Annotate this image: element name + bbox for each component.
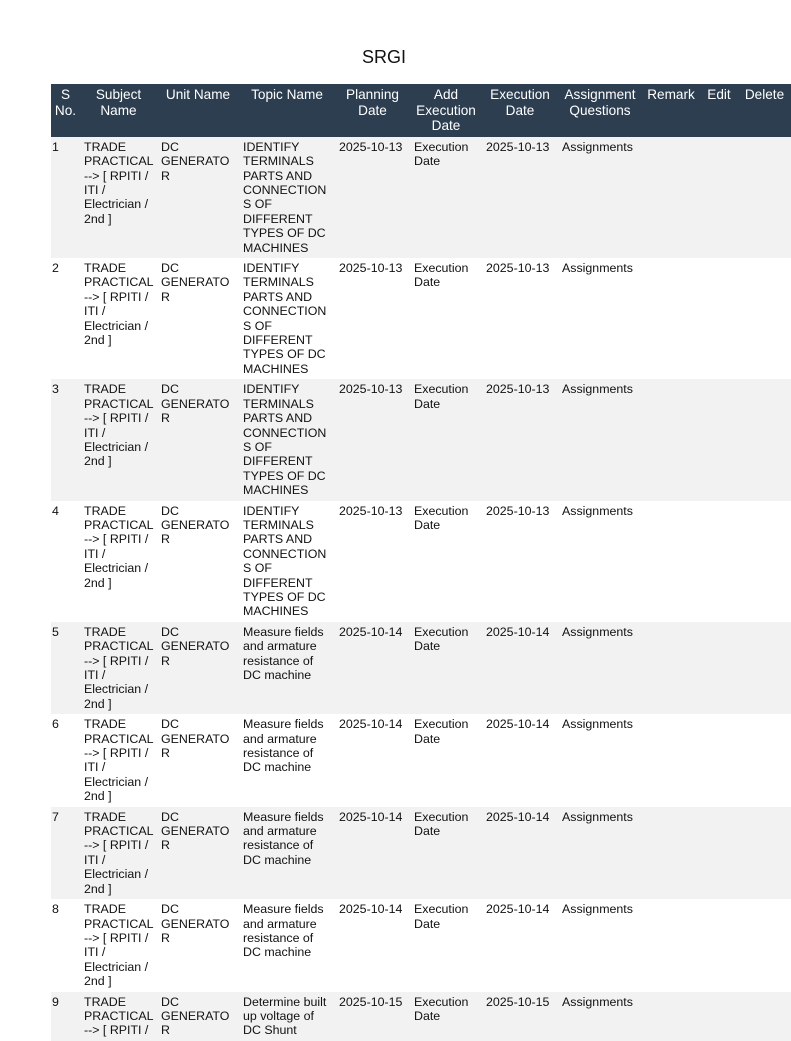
cell-planning-date: 2025-10-14 <box>335 899 410 991</box>
cell-remark <box>642 807 700 899</box>
cell-topic-name: Measure fields and armature resistance of DC machine <box>239 807 335 899</box>
cell-s-no: 1 <box>51 137 80 258</box>
table-row <box>51 501 791 622</box>
cell-subject-name: TRADE PRACTICAL --> [ RPITI / ITI / Electrician / 2nd ] <box>80 258 157 379</box>
cell-planning-date: 2025-10-14 <box>335 622 410 714</box>
cell-subject-name: TRADE PRACTICAL --> [ RPITI / ITI / Electrician / 2nd ] <box>80 714 157 806</box>
cell-execution-date: 2025-10-14 <box>482 714 558 806</box>
cell-remark <box>642 992 700 1041</box>
cell-remark <box>642 137 700 258</box>
cell-planning-date: 2025-10-13 <box>335 379 410 500</box>
cell-planning-date: 2025-10-15 <box>335 992 410 1041</box>
assignments-link[interactable]: Assignments <box>558 501 642 622</box>
cell-delete[interactable] <box>738 258 791 379</box>
cell-s-no: 8 <box>51 899 80 991</box>
cell-s-no: 3 <box>51 379 80 500</box>
add-execution-date-link[interactable]: Execution Date <box>410 714 482 806</box>
page-title: SRGI <box>361 47 406 67</box>
cell-unit-name: DC GENERATOR <box>157 258 239 379</box>
cell-execution-date: 2025-10-14 <box>482 622 558 714</box>
cell-execution-date: 2025-10-13 <box>482 379 558 500</box>
add-execution-date-link[interactable]: Execution Date <box>410 258 482 379</box>
header-subject-name: Subject Name <box>80 84 157 137</box>
cell-delete[interactable] <box>738 501 791 622</box>
assignments-link[interactable]: Assignments <box>558 807 642 899</box>
table-body <box>51 137 791 1041</box>
cell-edit[interactable] <box>700 501 738 622</box>
add-execution-date-link[interactable]: Execution Date <box>410 379 482 500</box>
cell-delete[interactable] <box>738 992 791 1041</box>
cell-subject-name: TRADE PRACTICAL --> [ RPITI / ITI / Electrician / 2nd ] <box>80 379 157 500</box>
header-unit-name: Unit Name <box>157 84 239 137</box>
header-s-no: S No. <box>51 84 80 137</box>
cell-planning-date: 2025-10-13 <box>335 258 410 379</box>
add-execution-date-link[interactable]: Execution Date <box>410 501 482 622</box>
cell-s-no: 2 <box>51 258 80 379</box>
header-execution-date: Execution Date <box>482 84 558 137</box>
cell-topic-name: Measure fields and armature resistance of DC machine <box>239 899 335 991</box>
add-execution-date-link[interactable]: Execution Date <box>410 807 482 899</box>
cell-remark <box>642 714 700 806</box>
cell-edit[interactable] <box>700 379 738 500</box>
cell-unit-name: DC GENERATOR <box>157 899 239 991</box>
table-row <box>51 899 791 991</box>
assignments-link[interactable]: Assignments <box>558 899 642 991</box>
cell-topic-name: IDENTIFY TERMINALS PARTS AND CONNECTIONS OF DIFFERENT TYPES OF DC MACHINES <box>239 258 335 379</box>
table-row <box>51 258 791 379</box>
cell-remark <box>642 501 700 622</box>
assignments-link[interactable]: Assignments <box>558 379 642 500</box>
cell-edit[interactable] <box>700 137 738 258</box>
cell-unit-name: DC GENERATOR <box>157 137 239 258</box>
cell-topic-name: IDENTIFY TERMINALS PARTS AND CONNECTIONS OF DIFFERENT TYPES OF DC MACHINES <box>239 137 335 258</box>
table-row <box>51 714 791 806</box>
cell-execution-date: 2025-10-13 <box>482 258 558 379</box>
cell-unit-name: DC GENERATOR <box>157 501 239 622</box>
cell-subject-name: TRADE PRACTICAL --> [ RPITI / ITI / Electrician / 2nd ] <box>80 137 157 258</box>
cell-unit-name: DC GENERATOR <box>157 807 239 899</box>
assignments-link[interactable]: Assignments <box>558 258 642 379</box>
cell-execution-date: 2025-10-15 <box>482 992 558 1041</box>
add-execution-date-link[interactable]: Execution Date <box>410 992 482 1041</box>
cell-subject-name: TRADE PRACTICAL --> [ RPITI / ITI / Electrician / 2nd ] <box>80 807 157 899</box>
cell-delete[interactable] <box>738 379 791 500</box>
cell-delete[interactable] <box>738 807 791 899</box>
header-topic-name: Topic Name <box>239 84 335 137</box>
cell-remark <box>642 258 700 379</box>
cell-topic-name: Determine built up voltage of DC Shunt <box>239 992 335 1041</box>
cell-planning-date: 2025-10-13 <box>335 137 410 258</box>
add-execution-date-link[interactable]: Execution Date <box>410 622 482 714</box>
cell-remark <box>642 899 700 991</box>
cell-execution-date: 2025-10-14 <box>482 807 558 899</box>
schedule-table-container <box>51 84 785 1041</box>
cell-topic-name: IDENTIFY TERMINALS PARTS AND CONNECTIONS OF DIFFERENT TYPES OF DC MACHINES <box>239 501 335 622</box>
cell-delete[interactable] <box>738 899 791 991</box>
cell-remark <box>642 379 700 500</box>
cell-edit[interactable] <box>700 992 738 1041</box>
cell-s-no: 4 <box>51 501 80 622</box>
table-row <box>51 379 791 500</box>
table-row <box>51 622 791 714</box>
cell-subject-name: TRADE PRACTICAL --> [ RPITI / <box>80 992 157 1041</box>
table-row <box>51 137 791 258</box>
cell-planning-date: 2025-10-14 <box>335 807 410 899</box>
cell-subject-name: TRADE PRACTICAL --> [ RPITI / ITI / Electrician / 2nd ] <box>80 501 157 622</box>
schedule-table <box>51 84 791 1041</box>
cell-delete[interactable] <box>738 137 791 258</box>
cell-topic-name: IDENTIFY TERMINALS PARTS AND CONNECTIONS OF DIFFERENT TYPES OF DC MACHINES <box>239 379 335 500</box>
table-row <box>51 992 791 1041</box>
cell-subject-name: TRADE PRACTICAL --> [ RPITI / ITI / Electrician / 2nd ] <box>80 899 157 991</box>
cell-s-no: 7 <box>51 807 80 899</box>
cell-execution-date: 2025-10-13 <box>482 137 558 258</box>
cell-s-no: 9 <box>51 992 80 1041</box>
header-planning-date: Planning Date <box>335 84 410 137</box>
cell-s-no: 5 <box>51 622 80 714</box>
cell-unit-name: DC GENERATOR <box>157 714 239 806</box>
cell-planning-date: 2025-10-14 <box>335 714 410 806</box>
add-execution-date-link[interactable]: Execution Date <box>410 899 482 991</box>
assignments-link[interactable]: Assignments <box>558 992 642 1041</box>
header-assignment-questions: Assignment Questions <box>558 84 642 137</box>
assignments-link[interactable]: Assignments <box>558 137 642 258</box>
cell-subject-name: TRADE PRACTICAL --> [ RPITI / ITI / Electrician / 2nd ] <box>80 622 157 714</box>
cell-planning-date: 2025-10-13 <box>335 501 410 622</box>
cell-execution-date: 2025-10-14 <box>482 899 558 991</box>
assignments-link[interactable]: Assignments <box>558 714 642 806</box>
header-delete: Delete <box>738 84 791 137</box>
cell-execution-date: 2025-10-13 <box>482 501 558 622</box>
cell-edit[interactable] <box>700 807 738 899</box>
header-add-execution-date: Add Execution Date <box>410 84 482 137</box>
cell-remark <box>642 622 700 714</box>
assignments-link[interactable]: Assignments <box>558 622 642 714</box>
cell-unit-name: DC GENERATOR <box>157 379 239 500</box>
cell-edit[interactable] <box>700 258 738 379</box>
cell-delete[interactable] <box>738 714 791 806</box>
cell-unit-name: DC GENERATOR <box>157 622 239 714</box>
cell-delete[interactable] <box>738 622 791 714</box>
cell-topic-name: Measure fields and armature resistance of DC machine <box>239 714 335 806</box>
header-remark: Remark <box>642 84 700 137</box>
header-edit: Edit <box>700 84 738 137</box>
cell-edit[interactable] <box>700 899 738 991</box>
cell-s-no: 6 <box>51 714 80 806</box>
add-execution-date-link[interactable]: Execution Date <box>410 137 482 258</box>
cell-topic-name: Measure fields and armature resistance of DC machine <box>239 622 335 714</box>
cell-unit-name: DC GENERATOR <box>157 992 239 1041</box>
cell-edit[interactable] <box>700 714 738 806</box>
table-row <box>51 807 791 899</box>
cell-edit[interactable] <box>700 622 738 714</box>
table-header <box>51 84 791 137</box>
